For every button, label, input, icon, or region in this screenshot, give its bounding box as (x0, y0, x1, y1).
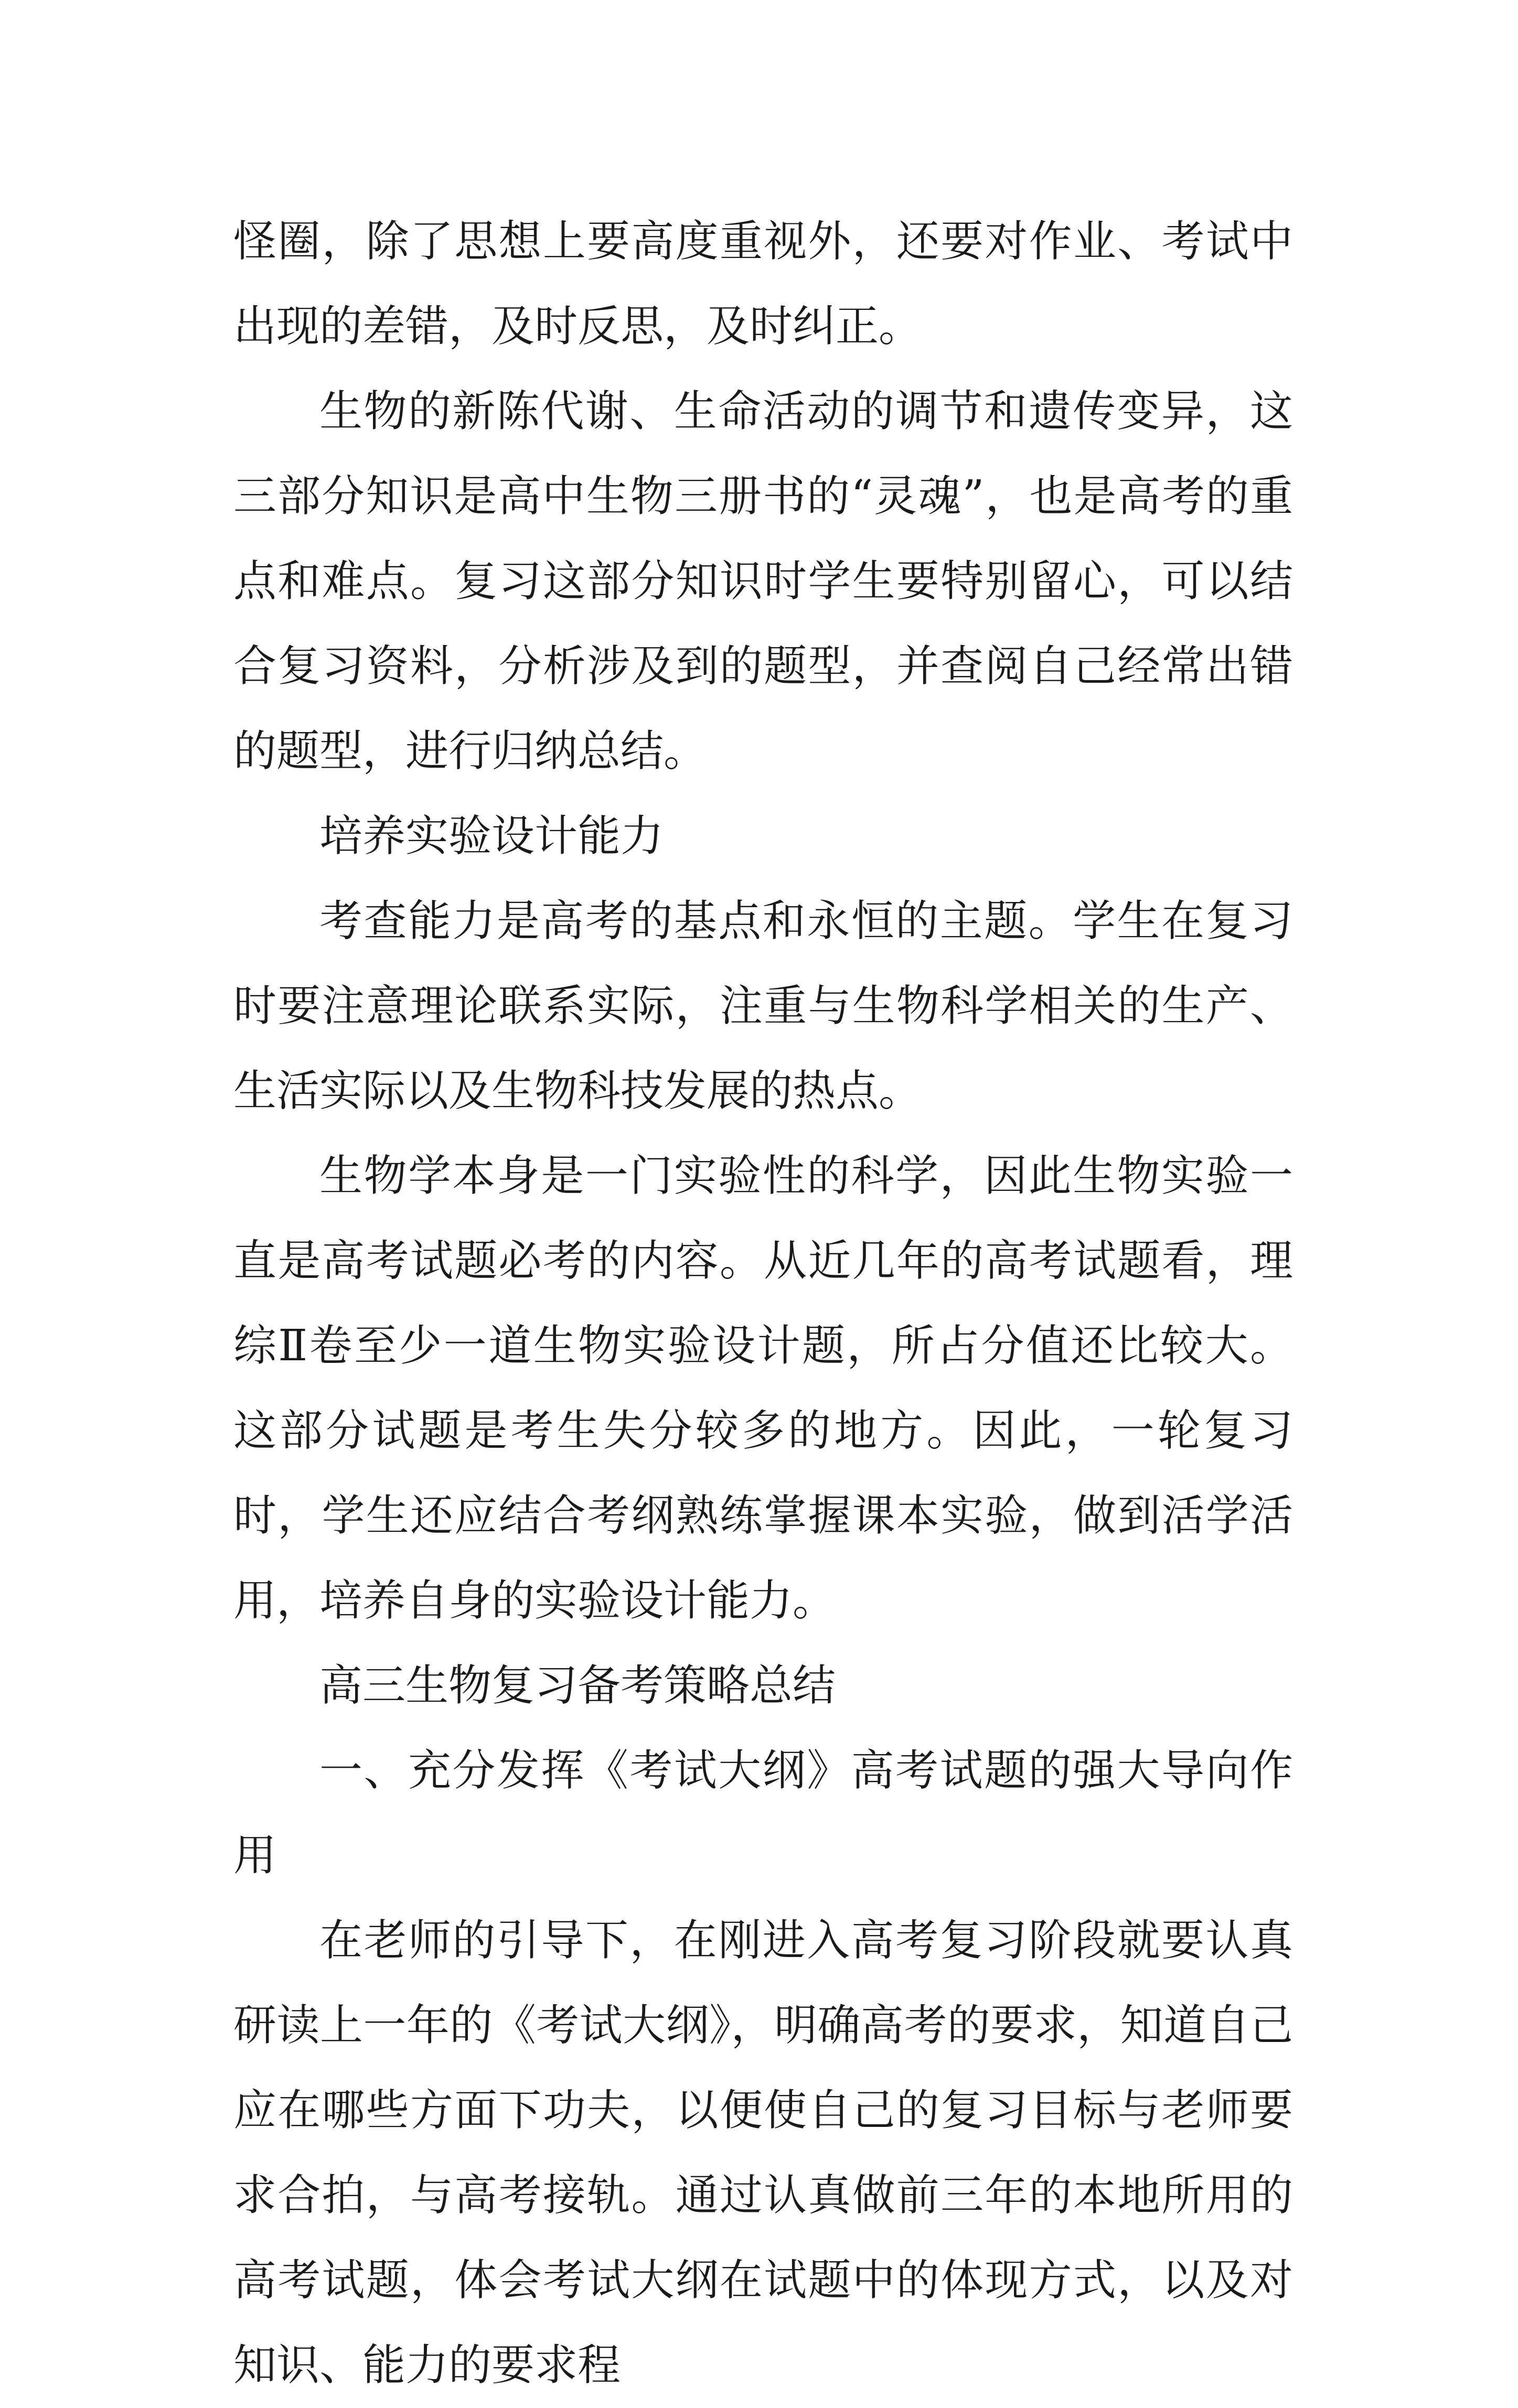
document-body (233, 199, 1293, 2408)
subheading-exam-outline: 一、充分发挥《考试大纲》高考试题的强大导向作用 (233, 1746, 1293, 1880)
paragraph-exam-outline-study: 在老师的引导下，在刚进入高考复习阶段就要认真研读上一年的《考试大纲》，明确高考的要求，知道自己应在哪些方面下功夫，以便使自己的复习目标与老师要求合拍，与高考接轨。通过认真做前三年的本地所用的高考试题，体会考试大纲在试题中的体现方式，以及对知识、能力的要求程 (233, 1916, 1293, 2390)
paragraph-continuation: 怪圈，除了思想上要高度重视外，还要对作业、考试中出现的差错，及时反思，及时纠正。 (233, 217, 1293, 351)
section-heading-strategy-summary: 高三生物复习备考策略总结 (319, 1661, 836, 1711)
paragraph-experimental-science: 生物学本身是一门实验性的科学，因此生物实验一直是高考试题必考的内容。从近几年的高考试题看，理综Ⅱ卷至少一道生物实验设计题，所占分值还比较大。这部分试题是考生失分较多的地方。因此，一轮复习时，学生还应结合考纲熟练掌握课本实验，做到活学活用，培养自身的实验设计能力。 (233, 1151, 1293, 1626)
paragraph-core-knowledge: 生物的新陈代谢、生命活动的调节和遗传变异，这三部分知识是高中生物三册书的“灵魂”，也是高考的重点和难点。复习这部分知识时学生要特别留心，可以结合复习资料，分析涉及到的题型，并查阅自己经常出错的题型，进行归纳总结。 (233, 386, 1293, 776)
section-heading-experiment-design: 培养实验设计能力 (319, 811, 664, 861)
paragraph-ability-assessment: 考查能力是高考的基点和永恒的主题。学生在复习时要注意理论联系实际，注重与生物科学相关的生产、生活实际以及生物科技发展的热点。 (233, 896, 1293, 1116)
